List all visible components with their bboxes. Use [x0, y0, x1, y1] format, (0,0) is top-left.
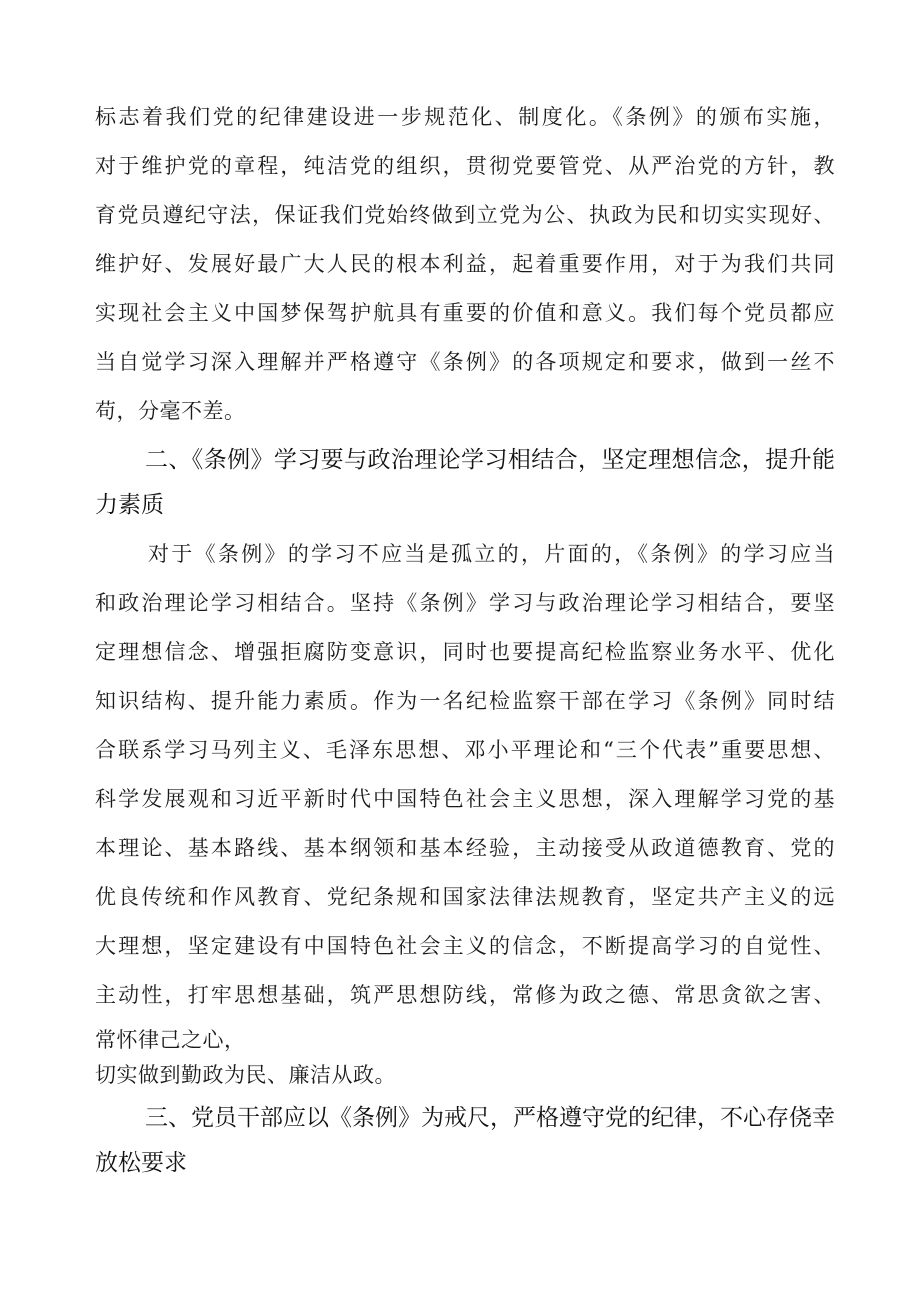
paragraph-line: 当自觉学习深入理解并严格遵守《条例》的各项规定和要求，做到一丝不 — [95, 350, 835, 374]
paragraph-line: 科学发展观和习近平新时代中国特色社会主义思想，深入理解学习党的基 — [95, 787, 835, 811]
paragraph-line: 和政治理论学习相结合。坚持《条例》学习与政治理论学习相结合，要坚 — [95, 591, 835, 615]
heading-line: 力素质 — [95, 492, 164, 518]
paragraph-line: 常怀律己之心， — [95, 1028, 246, 1052]
paragraph-line: 大理想，坚定建设有中国特色社会主义的信念，不断提高学习的自觉性、 — [95, 934, 835, 958]
paragraph-line: 实现社会主义中国梦保驾护航具有重要的价值和意义。我们每个党员都应 — [95, 301, 835, 325]
paragraph-line: 育党员遵纪守法，保证我们党始终做到立党为公、执政为民和切实实现好、 — [95, 203, 835, 227]
heading-line: 三、党员干部应以《条例》为戒尺，严格遵守党的纪律，不心存侥幸 — [145, 1105, 835, 1131]
paragraph-line: 苟，分毫不差。 — [95, 399, 246, 423]
paragraph-line: 对于《条例》的学习不应当是孤立的，片面的，《条例》的学习应当 — [148, 542, 835, 566]
paragraph-line: 切实做到勤政为民、廉洁从政。 — [95, 1063, 396, 1087]
heading-line: 二、《条例》学习要与政治理论学习相结合，坚定理想信念，提升能 — [145, 447, 835, 473]
paragraph-line: 本理论、基本路线、基本纲领和基本经验，主动接受从政道德教育、党的 — [95, 836, 835, 860]
paragraph-line: 对于维护党的章程，纯洁党的组织，贯彻党要管党、从严治党的方针，教 — [95, 154, 835, 178]
paragraph-line: 合联系学习马列主义、毛泽东思想、邓小平理论和“三个代表”重要思想、 — [95, 738, 835, 762]
heading-line: 放松要求 — [95, 1150, 187, 1176]
paragraph-line: 知识结构、提升能力素质。作为一名纪检监察干部在学习《条例》同时结 — [95, 689, 835, 713]
paragraph-line: 标志着我们党的纪律建设进一步规范化、制度化。《条例》的颁布实施， — [95, 105, 835, 129]
paragraph-line: 优良传统和作风教育、党纪条规和国家法律法规教育，坚定共产主义的远 — [95, 885, 835, 909]
paragraph-line: 定理想信念、增强拒腐防变意识，同时也要提高纪检监察业务水平、优化 — [95, 640, 835, 664]
paragraph-line: 维护好、发展好最广大人民的根本利益，起着重要作用，对于为我们共同 — [95, 252, 835, 276]
paragraph-line: 主动性，打牢思想基础，筑严思想防线，常修为政之德、常思贪欲之害、 — [95, 983, 835, 1007]
